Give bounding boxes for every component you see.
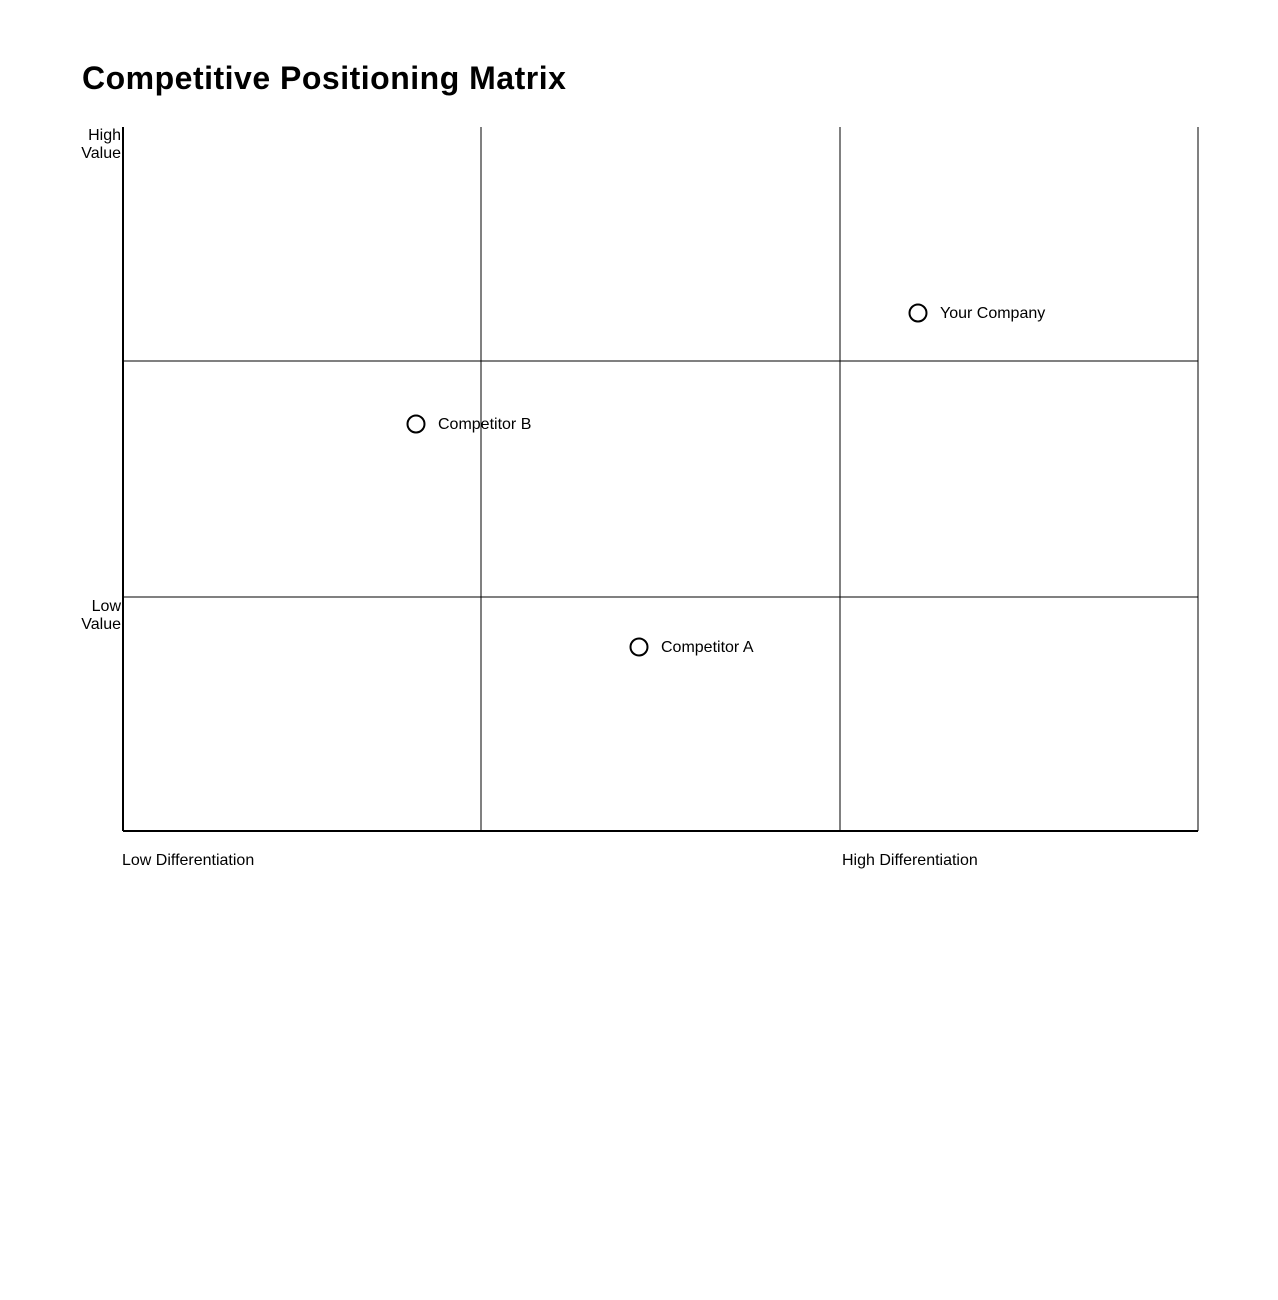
y-axis-high-label-line1: High (88, 127, 121, 144)
x-axis-low-label: Low Differentiation (122, 852, 255, 869)
matrix-point (408, 416, 532, 434)
point-label: Competitor B (438, 416, 532, 433)
point-marker (631, 639, 648, 656)
point-marker (910, 305, 927, 322)
matrix-grid (123, 127, 1198, 831)
y-axis-low-label-line2: Value (81, 616, 121, 633)
y-axis-low-label-line1: Low (91, 598, 121, 615)
point-label: Competitor A (661, 639, 754, 656)
point-marker (408, 416, 425, 433)
matrix-point (910, 305, 1046, 323)
point-label: Your Company (940, 305, 1046, 322)
y-axis-high-label-line2: Value (81, 145, 121, 162)
matrix-points (408, 305, 1046, 657)
matrix-point (631, 639, 754, 657)
x-axis-high-label: High Differentiation (842, 852, 978, 869)
page-title: Competitive Positioning Matrix (82, 60, 567, 96)
